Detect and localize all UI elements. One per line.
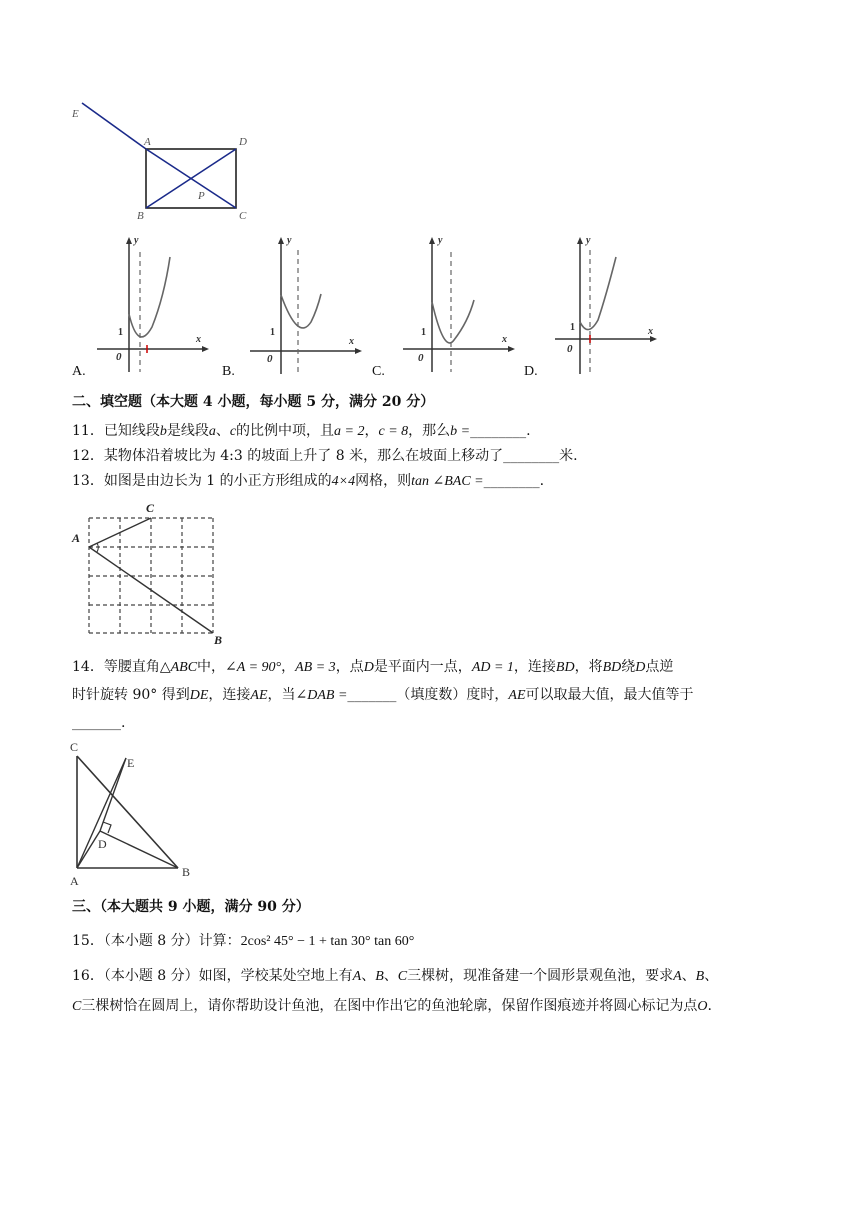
option-b-label: B. — [222, 364, 235, 379]
grid-figure — [66, 498, 236, 646]
label-d: D — [239, 136, 247, 148]
origin-label: 0 — [116, 351, 122, 363]
question-14-line-1: 14．等腰直角△ABC中，∠A = 90°，AB = 3，点D是平面内一点，AD = 1，连接BD，将BD绕D点逆 — [72, 659, 674, 675]
answer-blank-12[interactable]: ________ — [503, 448, 560, 464]
tri-label-d: D — [98, 837, 107, 851]
y-axis-label: y — [586, 235, 591, 246]
question-12: 12．某物体沿着坡比为 4:3 的坡面上升了 8 米，那么在坡面上移动了________米. — [72, 448, 578, 464]
question-15: 15．（本小题 8 分）计算：2cos² 45° − 1 + tan 30° tan 60° — [72, 933, 415, 949]
y-axis-label: y — [287, 235, 292, 246]
option-c-graph — [398, 232, 518, 377]
origin-label: 0 — [267, 353, 273, 365]
section-3-heading: 三、（本大题共 9 小题，满分 90 分） — [72, 899, 310, 915]
answer-blank-14a[interactable]: _______ — [347, 687, 397, 703]
x-axis-label: x — [196, 334, 201, 345]
tick-label-one: 1 — [118, 327, 123, 338]
question-16-line-2: C三棵树恰在圆周上，请你帮助设计鱼池，在图中作出它的鱼池轮廓，保留作图痕迹并将圆心标记为点O. — [72, 998, 712, 1014]
grid-label-a: A — [72, 531, 81, 545]
question-16-line-1: 16．（本小题 8 分）如图，学校某处空地上有A、B、C三棵树，现准备建一个圆形景观鱼池，要求A、B、 — [72, 968, 719, 984]
x-axis-label: x — [648, 326, 653, 337]
option-d-graph — [550, 232, 670, 377]
tick-label-one: 1 — [270, 327, 275, 338]
tick-label-one: 1 — [570, 322, 575, 333]
tri-label-e: E — [127, 756, 135, 770]
section-2-heading: 二、填空题（本大题 4 小题，每小题 5 分，满分 20 分） — [72, 394, 435, 410]
question-13: 13．如图是由边长为 1 的小正方形组成的4×4网格，则tan ∠BAC =________. — [72, 473, 545, 489]
question-11: 11．已知线段b是线段a、c的比例中项，且a = 2，c = 8，那么b =________. — [72, 423, 531, 439]
origin-label: 0 — [567, 343, 573, 355]
tick-label-one: 1 — [421, 327, 426, 338]
option-c-label: C. — [372, 364, 385, 379]
answer-blank-13[interactable]: ________ — [483, 473, 540, 489]
rectangle-figure — [60, 95, 260, 225]
question-14-line-3: _______. — [72, 715, 126, 731]
expression: 2cos² 45° − 1 + tan 30° tan 60° — [240, 934, 415, 949]
label-a: A — [144, 136, 151, 148]
grid-label-b: B — [214, 633, 223, 646]
x-axis-label: x — [502, 334, 507, 345]
label-b: B — [137, 210, 144, 222]
label-p: P — [198, 190, 205, 202]
x-axis-label: x — [349, 336, 354, 347]
y-axis-label: y — [134, 235, 139, 246]
triangle-figure — [62, 736, 202, 891]
question-14-line-2: 时针旋转 90° 得到DE，连接AE，当∠DAB =_______（填度数）度时，AE可以取最大值，最大值等于 — [72, 687, 694, 703]
option-d-label: D. — [524, 364, 538, 379]
answer-blank-14b[interactable]: _______ — [72, 715, 121, 731]
option-a-label: A. — [72, 364, 86, 379]
option-b-graph — [245, 232, 365, 377]
tri-label-a: A — [70, 874, 79, 888]
grid-label-c: C — [146, 501, 155, 515]
origin-label: 0 — [418, 352, 424, 364]
y-axis-label: y — [438, 235, 443, 246]
label-c: C — [239, 210, 247, 222]
tri-label-b: B — [182, 865, 191, 879]
label-e: E — [72, 108, 79, 120]
tri-label-c: C — [70, 740, 79, 754]
answer-blank-11[interactable]: ________ — [470, 423, 527, 439]
option-a-graph — [92, 232, 212, 377]
